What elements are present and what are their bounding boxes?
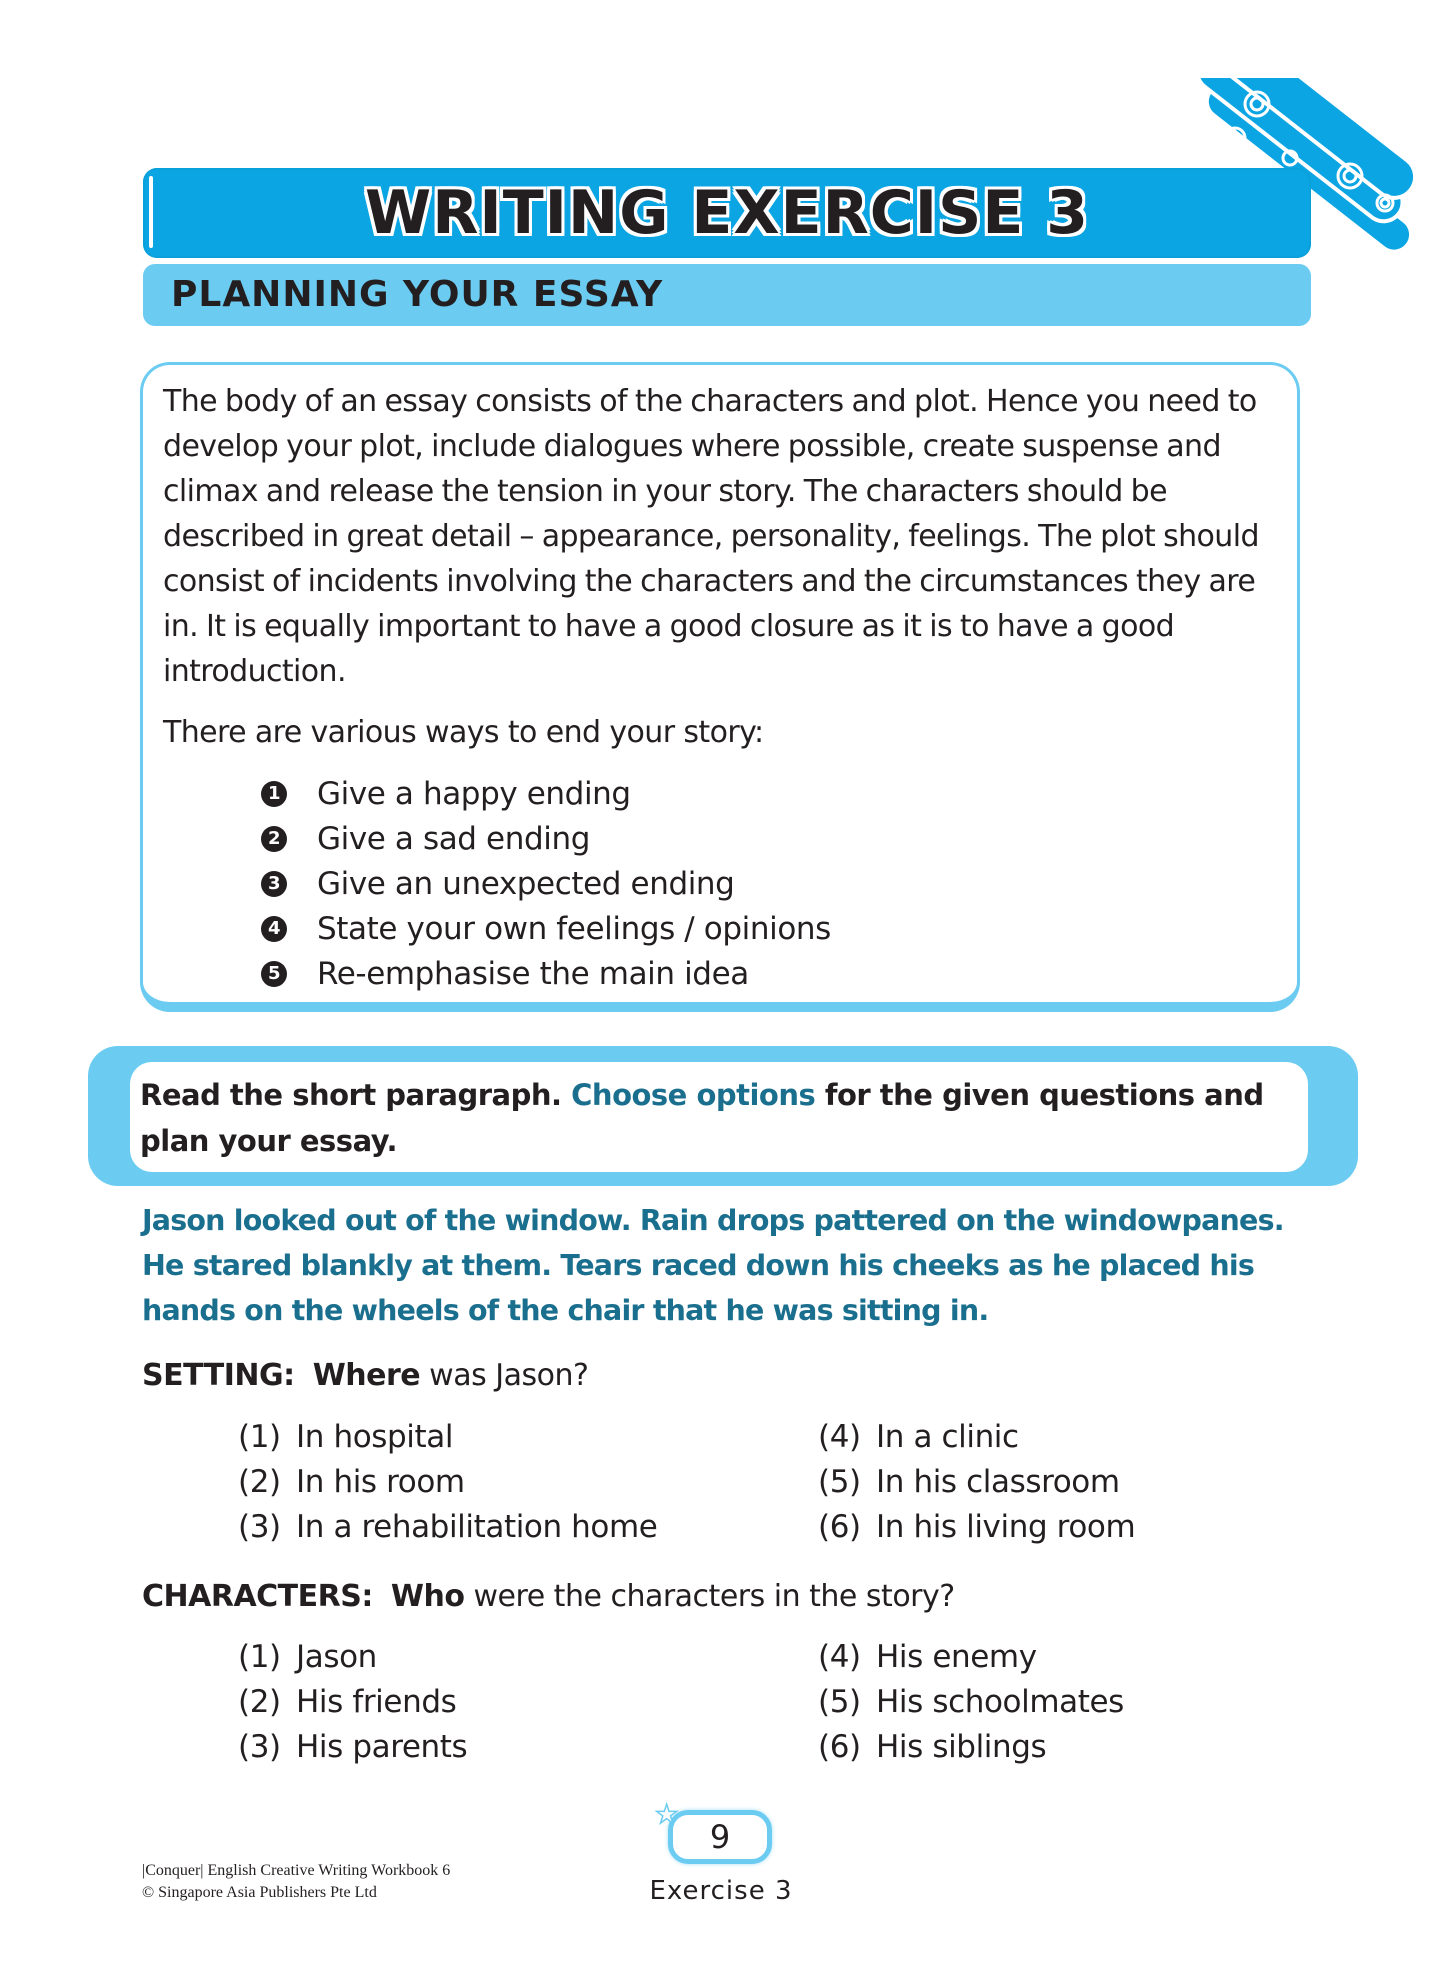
option-text: His enemy	[876, 1638, 1037, 1675]
option-text: In his room	[296, 1463, 465, 1500]
option-text: Jason	[296, 1638, 377, 1675]
endings-lead: There are various ways to end your story:	[163, 715, 764, 750]
ending-text: Give an unexpected ending	[317, 865, 735, 902]
option-item	[818, 1504, 1218, 1549]
copyright: © Singapore Asia Publishers Pte Ltd	[142, 1884, 377, 1901]
number-2-icon: 2	[261, 826, 287, 852]
option-item	[818, 1724, 1218, 1769]
footer-credits	[142, 1860, 450, 1904]
instruction-inner	[130, 1062, 1308, 1172]
question-text: were the characters in the story?	[464, 1579, 955, 1614]
option-item	[238, 1724, 818, 1769]
book-title: |Conquer| English Creative Writing Workbook 6	[142, 1862, 451, 1879]
option-item	[818, 1414, 1218, 1459]
option-item	[818, 1679, 1218, 1724]
option-text: In his classroom	[876, 1463, 1120, 1500]
question-label: CHARACTERS:	[142, 1579, 373, 1614]
option-index: (5)	[818, 1463, 861, 1500]
number-4-icon: 4	[261, 916, 287, 942]
option-text: His friends	[296, 1683, 457, 1720]
instruction-highlight: Choose options	[571, 1078, 816, 1112]
endings-list	[261, 771, 831, 996]
instruction-text	[140, 1072, 1300, 1164]
option-index: (3)	[238, 1508, 281, 1545]
option-index: (3)	[238, 1728, 281, 1765]
question-characters	[142, 1579, 955, 1614]
story-paragraph: Jason looked out of the window. Rain drops pattered on the windowpanes. He stared blankly at them. Tears raced down his cheeks as he placed his hands on the wheels of the chair that he was sitting in.	[142, 1204, 1284, 1327]
setting-options	[238, 1414, 1218, 1549]
option-index: (4)	[818, 1418, 861, 1455]
option-index: (5)	[818, 1683, 861, 1720]
option-item	[238, 1634, 818, 1679]
number-5-icon: 5	[261, 961, 287, 987]
option-item	[818, 1634, 1218, 1679]
exercise-label: Exercise 3	[649, 1876, 793, 1906]
option-index: (1)	[238, 1638, 281, 1675]
option-index: (1)	[238, 1418, 281, 1455]
option-index: (6)	[818, 1728, 861, 1765]
ending-text: Give a sad ending	[317, 820, 590, 857]
question-keyword: Where	[312, 1358, 421, 1393]
question-setting	[142, 1358, 588, 1393]
info-box	[140, 362, 1300, 1012]
info-paragraph: The body of an essay consists of the characters and plot. Hence you need to develop your plot, include dialogues where possible, create suspense and climax and release the tension in your story. The characters should be described in great detail – appearance, personality, feelings. The plot should consist of incidents involving the characters and the circumstances they are in. It is equally important to have a good closure as it is to have a good introduction.	[163, 384, 1259, 689]
option-item	[238, 1459, 818, 1504]
list-item	[261, 906, 831, 951]
star-icon: ★	[655, 1800, 679, 1830]
option-index: (2)	[238, 1463, 281, 1500]
instruction-box	[88, 1046, 1358, 1186]
characters-options	[238, 1634, 1218, 1769]
subtitle-bar	[143, 264, 1311, 326]
page-number: 9	[668, 1810, 772, 1864]
list-item	[261, 771, 831, 816]
ending-text: Re-emphasise the main idea	[317, 955, 749, 992]
option-text: His schoolmates	[876, 1683, 1124, 1720]
option-text: In a rehabilitation home	[296, 1508, 658, 1545]
ending-text: Give a happy ending	[317, 775, 631, 812]
option-index: (2)	[238, 1683, 281, 1720]
option-index: (4)	[818, 1638, 861, 1675]
instruction-part2: for the given questions and plan your essay.	[140, 1078, 1264, 1158]
option-item	[238, 1414, 818, 1459]
question-label: SETTING:	[142, 1358, 295, 1393]
option-text: His parents	[296, 1728, 468, 1765]
title-bar	[143, 168, 1311, 258]
number-1-icon: 1	[261, 781, 287, 807]
list-item	[261, 816, 831, 861]
option-text: His siblings	[876, 1728, 1047, 1765]
option-item	[818, 1459, 1218, 1504]
option-text: In a clinic	[876, 1418, 1019, 1455]
section-subtitle: PLANNING YOUR ESSAY	[171, 274, 664, 315]
option-index: (6)	[818, 1508, 861, 1545]
page-title: WRITING EXERCISE 3	[365, 178, 1089, 248]
instruction-part1: Read the short paragraph.	[140, 1078, 572, 1112]
option-text: In his living room	[876, 1508, 1136, 1545]
number-3-icon: 3	[261, 871, 287, 897]
option-item	[238, 1504, 818, 1549]
ending-text: State your own feelings / opinions	[317, 910, 831, 947]
list-item	[261, 951, 831, 996]
question-text: was Jason?	[420, 1358, 589, 1393]
option-item	[238, 1679, 818, 1724]
option-text: In hospital	[296, 1418, 454, 1455]
question-keyword: Who	[390, 1579, 465, 1614]
list-item	[261, 861, 831, 906]
